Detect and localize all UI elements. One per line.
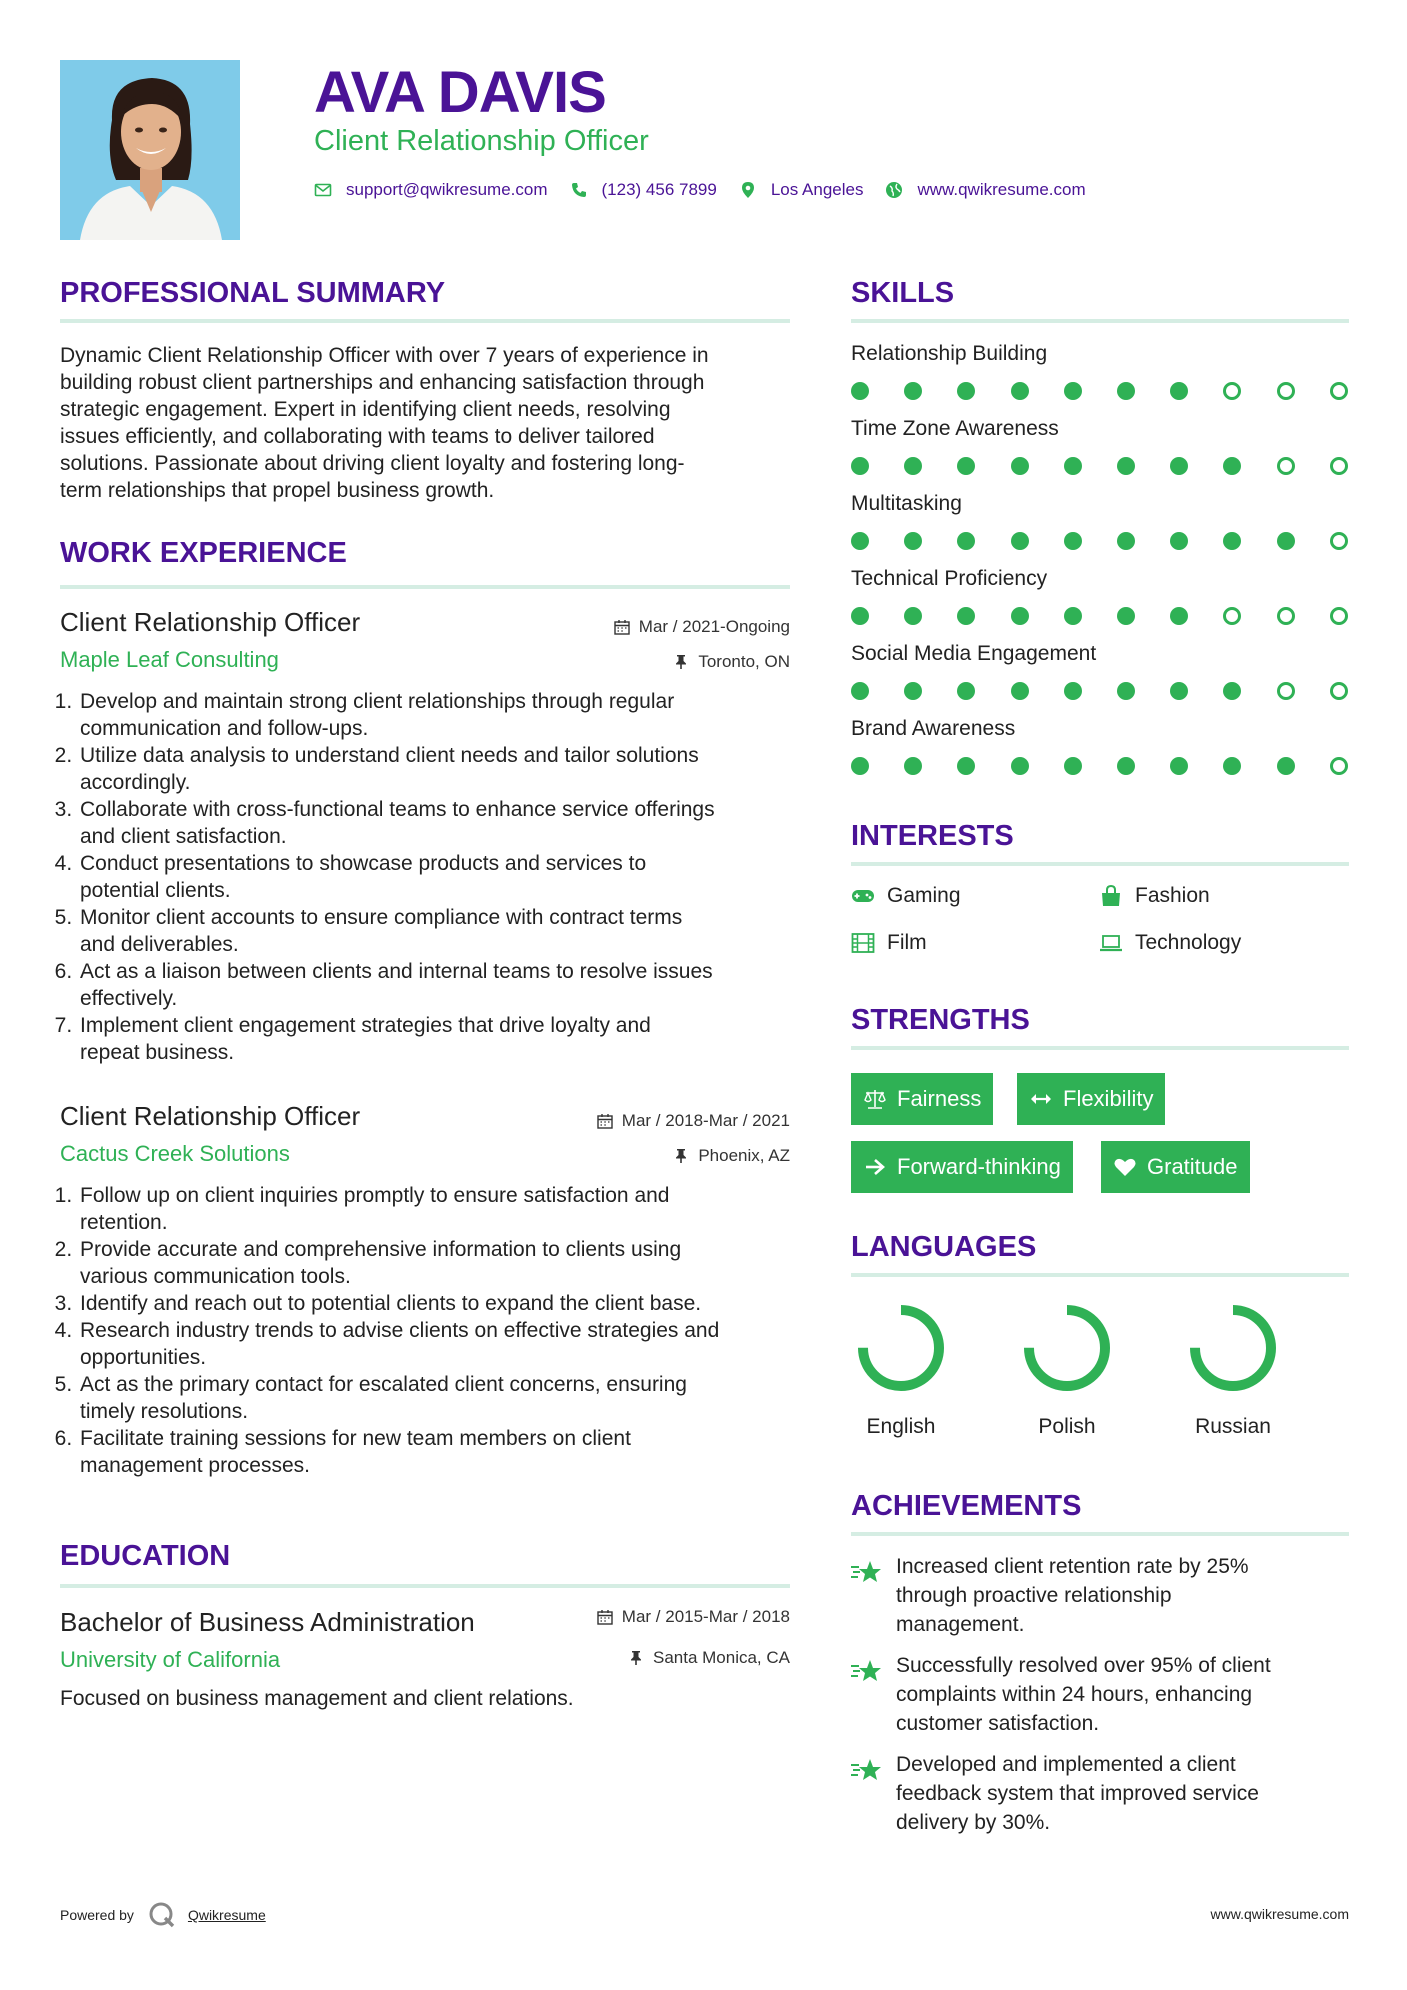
summary-line: building robust client partnerships and enhancing satisfaction through	[60, 371, 705, 394]
language-level-arc	[1029, 1310, 1105, 1386]
skill-dot-filled	[851, 382, 869, 400]
skill-dot-filled	[904, 382, 922, 400]
duty-line: Utilize data analysis to understand client needs and tailor solutions	[80, 744, 699, 767]
language-gauge	[826, 1298, 976, 1398]
experience-divider	[60, 585, 790, 589]
skill-name: Brand Awareness	[851, 717, 1016, 740]
footer-website[interactable]: www.qwikresume.com	[1210, 1906, 1349, 1922]
skill-dot-filled	[1011, 457, 1029, 475]
job-company: Maple Leaf Consulting	[60, 647, 279, 672]
skill-dot-filled	[1011, 382, 1029, 400]
strength-label: Forward-thinking	[897, 1154, 1061, 1179]
strength-label: Flexibility	[1063, 1086, 1154, 1111]
profile-photo	[60, 60, 240, 240]
list-item	[78, 1425, 800, 1479]
skill-dot-filled	[1117, 532, 1135, 550]
skill-dot-filled	[1117, 457, 1135, 475]
strength-tag-forward-thinking	[851, 1141, 1073, 1193]
strength-label: Fairness	[897, 1086, 982, 1111]
achievements-divider	[851, 1532, 1349, 1536]
interest-fashion	[1099, 882, 1210, 910]
strengths-divider	[851, 1046, 1349, 1050]
language-ring	[1017, 1298, 1117, 1398]
job-company: Cactus Creek Solutions	[60, 1141, 290, 1166]
achievements-heading: ACHIEVEMENTS	[851, 1490, 1082, 1522]
summary-divider	[60, 319, 790, 323]
duty-line: timely resolutions.	[80, 1400, 249, 1423]
phone-icon	[570, 181, 588, 199]
phone-text: (123) 456 7899	[601, 180, 717, 199]
skill-dot-filled	[1011, 757, 1029, 775]
duty-line: Follow up on client inquiries promptly to ensure satisfaction and	[80, 1184, 670, 1207]
skill-dot-filled	[851, 682, 869, 700]
skills-heading: SKILLS	[851, 277, 955, 309]
achievement-line: through proactive relationship	[896, 1584, 1172, 1607]
skill-level-dots	[851, 382, 1351, 402]
skill-level-dots	[851, 532, 1351, 552]
contact-website[interactable]	[885, 180, 1085, 200]
duty-line: and deliverables.	[80, 933, 239, 956]
duty-line: Develop and maintain strong client relationships through regular	[80, 690, 675, 713]
skill-dot-filled	[957, 532, 975, 550]
skill-dot-filled	[1064, 682, 1082, 700]
interest-label: Fashion	[1135, 884, 1210, 907]
achievement-line: management.	[896, 1613, 1025, 1636]
summary-line: issues efficiently, and collaborating with teams to deliver tailored	[60, 425, 655, 448]
achievement-line: customer satisfaction.	[896, 1712, 1100, 1735]
job-dates	[597, 1110, 790, 1132]
contact-phone[interactable]	[570, 180, 717, 200]
film-icon	[851, 932, 875, 954]
strengths-heading: STRENGTHS	[851, 1004, 1030, 1036]
gamepad-icon	[851, 885, 875, 907]
skill-dot-filled	[904, 532, 922, 550]
duty-line: Facilitate training sessions for new team members on client	[80, 1427, 631, 1450]
interest-technology	[1099, 929, 1241, 957]
skill-dot-filled	[1064, 757, 1082, 775]
interest-film	[851, 929, 927, 957]
achievement-line: Successfully resolved over 95% of client	[896, 1654, 1271, 1677]
list-item	[78, 1317, 800, 1371]
duty-line: Act as the primary contact for escalated client concerns, ensuring	[80, 1373, 687, 1396]
skill-name: Multitasking	[851, 492, 962, 515]
skill-level-dots	[851, 757, 1351, 777]
list-item	[78, 850, 800, 904]
duty-line: effectively.	[80, 987, 178, 1010]
portrait-illustration	[60, 60, 240, 240]
skill-dot-filled	[1011, 682, 1029, 700]
skill-dot-empty	[1330, 382, 1348, 400]
calendar-icon	[614, 619, 630, 635]
pushpin-icon	[673, 654, 689, 670]
languages-divider	[851, 1273, 1349, 1277]
list-item	[78, 688, 800, 742]
summary-line: strategic engagement. Expert in identifying client needs, resolving	[60, 398, 671, 421]
skill-dot-filled	[957, 757, 975, 775]
skill-level-dots	[851, 607, 1351, 627]
duty-line: opportunities.	[80, 1346, 207, 1369]
skill-dot-filled	[1223, 757, 1241, 775]
list-item	[78, 1371, 800, 1425]
education-location	[628, 1647, 790, 1669]
skill-dot-empty	[1277, 382, 1295, 400]
skill-dot-filled	[1064, 607, 1082, 625]
skill-level-dots	[851, 682, 1351, 702]
achievement-line: complaints within 24 hours, enhancing	[896, 1683, 1253, 1706]
envelope-icon	[314, 181, 332, 199]
duty-line: repeat business.	[80, 1041, 235, 1064]
duty-line: Collaborate with cross-functional teams to enhance service offerings	[80, 798, 715, 821]
achievement-text	[896, 1750, 1326, 1837]
contact-bar	[314, 178, 1108, 202]
job-title: Client Relationship Officer	[60, 1101, 361, 1131]
star-trophy-icon	[850, 1558, 886, 1588]
summary-text	[60, 342, 800, 504]
skill-dot-filled	[851, 532, 869, 550]
calendar-icon	[597, 1113, 613, 1129]
skill-dot-filled	[1117, 682, 1135, 700]
degree-title: Bachelor of Business Administration	[60, 1607, 475, 1637]
language-gauge	[1158, 1298, 1308, 1398]
interests-heading: INTERESTS	[851, 820, 1014, 852]
list-item	[78, 1236, 800, 1290]
language-name: Polish	[1038, 1415, 1096, 1438]
skill-dot-filled	[1117, 757, 1135, 775]
skill-dot-filled	[904, 682, 922, 700]
list-item	[78, 904, 800, 958]
laptop-icon	[1099, 932, 1123, 954]
skill-name: Technical Proficiency	[851, 567, 1048, 590]
list-item	[78, 1290, 800, 1317]
skill-name: Time Zone Awareness	[851, 417, 1059, 440]
list-item	[78, 1182, 800, 1236]
duty-line: communication and follow-ups.	[80, 717, 369, 740]
achievement-line: Increased client retention rate by 25%	[896, 1555, 1249, 1578]
school-name: University of California	[60, 1647, 281, 1672]
job-dates-text: Mar / 2021-Ongoing	[638, 617, 790, 636]
duty-line: various communication tools.	[80, 1265, 351, 1288]
footer-powered-by	[60, 1901, 266, 1929]
interest-gaming	[851, 882, 961, 910]
skill-dot-filled	[851, 757, 869, 775]
email-text: support@qwikresume.com	[346, 180, 548, 199]
job-location-text: Phoenix, AZ	[698, 1146, 790, 1165]
job-location	[673, 651, 790, 673]
job-location	[673, 1145, 790, 1167]
skill-dot-filled	[1170, 757, 1188, 775]
skill-dot-filled	[1117, 607, 1135, 625]
star-trophy-icon	[850, 1657, 886, 1687]
duty-line: Identify and reach out to potential clients to expand the client base.	[80, 1292, 702, 1315]
language-gauge	[992, 1298, 1142, 1398]
education-divider	[60, 1584, 790, 1588]
skill-dot-filled	[1277, 757, 1295, 775]
skill-dot-filled	[904, 757, 922, 775]
list-item	[78, 796, 800, 850]
skill-dot-filled	[904, 457, 922, 475]
skill-dot-filled	[1064, 382, 1082, 400]
skill-dot-filled	[957, 457, 975, 475]
duty-line: Monitor client accounts to ensure compliance with contract terms	[80, 906, 683, 929]
skill-name: Relationship Building	[851, 342, 1048, 365]
heart-icon	[1113, 1156, 1137, 1178]
education-dates-text: Mar / 2015-Mar / 2018	[621, 1607, 790, 1626]
language-level-arc	[1195, 1310, 1271, 1386]
duty-line: accordingly.	[80, 771, 191, 794]
location-text: Los Angeles	[770, 180, 864, 199]
skill-dot-filled	[1170, 382, 1188, 400]
skill-dot-filled	[1170, 457, 1188, 475]
pushpin-icon	[673, 1148, 689, 1164]
skill-dot-filled	[1170, 682, 1188, 700]
skill-dot-filled	[1223, 457, 1241, 475]
strength-tag-fairness	[851, 1073, 993, 1125]
job-dates	[614, 616, 790, 638]
globe-icon	[885, 181, 903, 199]
interest-label: Film	[887, 931, 927, 954]
achievement-line: delivery by 30%.	[896, 1811, 1051, 1834]
contact-location	[739, 180, 864, 200]
duty-line: and client satisfaction.	[80, 825, 287, 848]
duty-line: Conduct presentations to showcase products and services to	[80, 852, 647, 875]
skill-dot-empty	[1330, 757, 1348, 775]
pushpin-icon	[628, 1650, 644, 1666]
skill-dot-filled	[1011, 607, 1029, 625]
skill-dot-empty	[1330, 532, 1348, 550]
skill-dot-filled	[851, 457, 869, 475]
candidate-title: Client Relationship Officer	[314, 125, 649, 157]
list-item	[78, 742, 800, 796]
skill-dot-filled	[1223, 532, 1241, 550]
list-item	[78, 958, 800, 1012]
skill-dot-empty	[1277, 457, 1295, 475]
interests-divider	[851, 862, 1349, 866]
skill-dot-filled	[1011, 532, 1029, 550]
brand-link[interactable]: Qwikresume	[187, 1907, 266, 1923]
skill-dot-empty	[1330, 457, 1348, 475]
qwikresume-logo-icon	[148, 1901, 176, 1929]
language-name: English	[866, 1415, 936, 1438]
summary-line: term relationships that propel business growth.	[60, 479, 495, 502]
job-location-text: Toronto, ON	[698, 652, 790, 671]
skill-dot-filled	[1223, 682, 1241, 700]
duty-line: Implement client engagement strategies that drive loyalty and	[80, 1014, 651, 1037]
skill-name: Social Media Engagement	[851, 642, 1097, 665]
interest-label: Gaming	[887, 884, 961, 907]
summary-heading: PROFESSIONAL SUMMARY	[60, 277, 446, 309]
education-dates	[597, 1606, 790, 1628]
duty-line: management processes.	[80, 1454, 310, 1477]
calendar-icon	[597, 1609, 613, 1625]
skill-dot-filled	[1064, 457, 1082, 475]
strength-tag-gratitude	[1101, 1141, 1250, 1193]
job-title: Client Relationship Officer	[60, 607, 361, 637]
arrows-horizontal-icon	[1029, 1088, 1053, 1110]
education-description: Focused on business management and client relations.	[60, 1687, 574, 1710]
education-location-text: Santa Monica, CA	[652, 1648, 790, 1667]
duty-line: Provide accurate and comprehensive information to clients using	[80, 1238, 682, 1261]
experience-heading: WORK EXPERIENCE	[60, 537, 347, 569]
duty-line: Research industry trends to advise clients on effective strategies and	[80, 1319, 720, 1342]
website-text: www.qwikresume.com	[917, 180, 1086, 199]
language-ring	[1183, 1298, 1283, 1398]
skill-dot-empty	[1223, 607, 1241, 625]
balance-scale-icon	[863, 1088, 887, 1110]
duty-line: retention.	[80, 1211, 168, 1234]
powered-by-text: Powered by	[60, 1907, 134, 1923]
interest-label: Technology	[1135, 931, 1242, 954]
languages-heading: LANGUAGES	[851, 1231, 1037, 1263]
star-trophy-icon	[850, 1756, 886, 1786]
achievement-text	[896, 1552, 1326, 1639]
skill-dot-filled	[1117, 382, 1135, 400]
strength-label: Gratitude	[1147, 1154, 1238, 1179]
language-ring	[851, 1298, 951, 1398]
skill-dot-filled	[1170, 607, 1188, 625]
language-level-arc	[863, 1310, 939, 1386]
summary-line: Dynamic Client Relationship Officer with over 7 years of experience in	[60, 344, 709, 367]
skill-level-dots	[851, 457, 1351, 477]
job-dates-text: Mar / 2018-Mar / 2021	[621, 1111, 790, 1130]
achievement-line: feedback system that improved service	[896, 1782, 1259, 1805]
skills-divider	[851, 319, 1349, 323]
education-heading: EDUCATION	[60, 1540, 231, 1572]
skill-dot-filled	[1170, 532, 1188, 550]
job-duties-list	[60, 688, 800, 1066]
arrow-right-icon	[863, 1156, 887, 1178]
duty-line: Act as a liaison between clients and internal teams to resolve issues	[80, 960, 713, 983]
strength-tag-flexibility	[1017, 1073, 1165, 1125]
summary-line: solutions. Passionate about driving client loyalty and fostering long-	[60, 452, 685, 475]
skill-dot-filled	[904, 607, 922, 625]
contact-email[interactable]	[314, 180, 548, 200]
skill-dot-filled	[957, 382, 975, 400]
skill-dot-empty	[1330, 682, 1348, 700]
skill-dot-filled	[957, 682, 975, 700]
skill-dot-empty	[1277, 607, 1295, 625]
shopping-bag-icon	[1099, 885, 1123, 907]
map-marker-icon	[739, 181, 757, 199]
skill-dot-empty	[1223, 382, 1241, 400]
skill-dot-filled	[1064, 532, 1082, 550]
skill-dot-filled	[851, 607, 869, 625]
achievement-text	[896, 1651, 1326, 1738]
achievement-line: Developed and implemented a client	[896, 1753, 1236, 1776]
job-duties-list	[60, 1182, 800, 1479]
language-name: Russian	[1195, 1415, 1271, 1438]
skill-dot-empty	[1330, 607, 1348, 625]
duty-line: potential clients.	[80, 879, 231, 902]
candidate-name: AVA DAVIS	[314, 60, 606, 125]
list-item	[78, 1012, 800, 1066]
skill-dot-filled	[1277, 532, 1295, 550]
skill-dot-empty	[1277, 682, 1295, 700]
skill-dot-filled	[957, 607, 975, 625]
